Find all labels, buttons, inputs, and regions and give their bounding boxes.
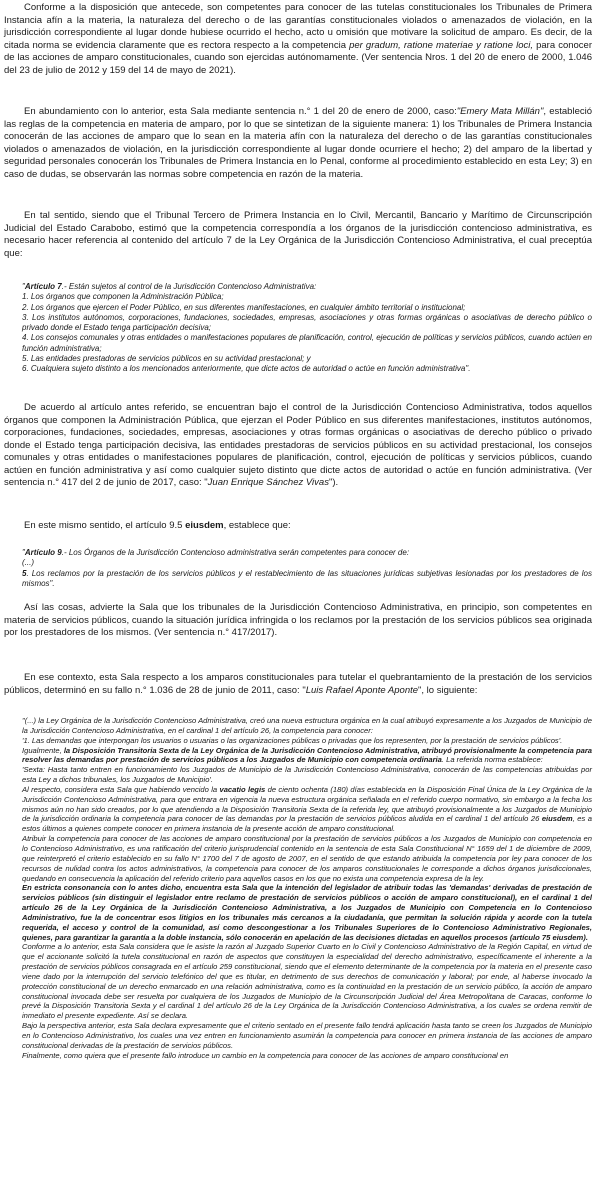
- paragraph-text: En ese contexto, esta Sala respecto a los amparos constitucionales para tutelar el quebrantamiento de la prestación de los servicios públicos, determinó en su fallo n.° 1.036 de 28 de junio de 2011, caso: ": [4, 672, 592, 696]
- quote-article-9: [22, 548, 592, 589]
- quote-line: Conforme a lo anterior, esta Sala considera que le asiste la razón al Juzgado Superior Cuarto en lo Civil y Contencioso Administrativo de la Región Capital, en virtud de que el accionante solicitó la tutela constitucional en razón de aspectos que constituyen la especialidad del derecho administrativo, específicamente el inherente a la prestación de servicios públicos consagrada en el artículo 259 constitucional, siendo que el elemento determinante de la competencia por la materia en el presente caso viene dado por la interrupción del servicio telefónico del que es titular, en detrimento de sus derechos de comunicación y laboral; por ende, al haberse invocado la protección constitucional de un derecho enmarcado en una relación administrativa, como es la continuidad en la prestación de un servicio público, la acción de amparo constitucional invocada debe ser resuelta por cualquiera de los Juzgados de Municipio de la Circunscripción Judicial del Área Metropolitana de Caracas, conforme lo prevé la Disposición Transitoria Sexta y el cardinal 1 del artículo 26 de la Ley Orgánica de la Jurisdicción Contencioso Administrativa, a los cuales se ordena remitir de inmediato el presente expediente. Así se declara.: [22, 942, 592, 1021]
- quote-text: Al respecto, considera esta Sala que habiendo vencido la: [22, 784, 220, 794]
- quote-text: . La referida norma establece:: [441, 755, 543, 765]
- quote-text: de ciento ochenta (180) días establecida en la Disposición Final Única de la Ley Orgánica de la Jurisdicción Contencioso Administrativa, para que entrara en vigencia la nueva estructura orgánica señalada en el referido cuerpo normativo, sin embargo a la fecha los mismos aún no han sido creados, por lo que atendiendo a la Disposición Transitoria Sexta de la referida ley, que atribuyó provisionalmente a los Juzgados de Municipio de la jurisdicción ordinaria la competencia para conocer de las demandas por la prestación de servicios públicos aludida en el cardinal 1 del artículo 26: [22, 784, 592, 824]
- quote-line: Bajo la perspectiva anterior, esta Sala declara expresamente que el criterio sentado en el presente fallo tendrá aplicación hasta tanto se creen los Juzgados de Municipio en lo Contencioso Administrativo, los cuales una vez entren en funcionamiento asumirán la competencia para conocer en primera instancia de las acciones de amparo constitucional derivadas de la prestación de servicios públicos.: [22, 1021, 592, 1050]
- quote-line: Finalmente, como quiera que el presente fallo introduce un cambio en la competencia para conocer de las acciones de amparo constitucional en: [22, 1050, 509, 1060]
- quote-bold-text: eiusdem: [541, 814, 573, 824]
- quote-line: 'Sexta: Hasta tanto entren en funcionamiento los Juzgados de Municipio de la Jurisdicción Contencioso Administrativa, conocerán de las competencias atribuidas por esta Ley a dichos tribunales, los Juzgados de Municipio'.: [22, 765, 592, 785]
- paragraph-public-services: [4, 602, 592, 640]
- paragraph-text-end: para conocer de las acciones de amparo constitucionales, cuando son ejercidas autónomamente. (Ver sentencia Nros. 1 del 20 de enero de 2000, 1.046 del 23 de julio de 2012 y 159 del 14 de mayo de 2021).: [4, 39, 592, 76]
- quote-item: 3. Los institutos autónomos, corporaciones, fundaciones, sociedades, empresas, asociaciones y otras formas orgánicas o asociativas de derecho público o privado donde el Estado tenga participación decisiva;: [22, 312, 592, 333]
- quote-text: Igualmente,: [22, 745, 64, 755]
- paragraph-article-9-intro: [4, 520, 592, 533]
- quote-item: [22, 569, 592, 590]
- case-name: Juan Enrique Sánchez Vivas: [207, 477, 329, 488]
- article-label: Artículo 9: [24, 548, 62, 557]
- quote-bold-text: la Disposición Transitoria Sexta de la Ley Orgánica de la Jurisdicción Contencioso Administrativa, atribuyó provisionalmente la competencia para resolver las demandas por prestación de servicios públicos a los Juzgados de Municipio con competencia ordinaria: [22, 745, 592, 765]
- paragraph-text: En abundamiento con lo anterior, esta Sala mediante sentencia n.° 1 del 20 de enero de 2000, caso:: [24, 106, 457, 117]
- paragraph-emery-mata: [4, 106, 592, 181]
- quote-line: Atribuir la competencia para conocer de las acciones de amparo constitucional por la prestación de servicios públicos a los Juzgados de Municipio con competencia en lo Contencioso Administrativo, es una ratificación del criterio jurisprudencial contenido en la sentencia de esta Sala Constitucional N° 1659 del 1 de diciembre de 2009, que reinterpretó el criterio establecido en su fallo N° 1700 del 7 de agosto de 2007, en el sentido de que estando atribuida la competencia por ley para conocer de los recursos de nulidad contra los actos administrativos, la competencia para conocer de los amparos constitucionales le corresponde a dichos órganos jurisdiccionales, quedando en consecuencia la aplicación del referido criterio para aquellos casos en los que no exista una competencia expresa de la ley.: [22, 834, 592, 883]
- case-name: Luis Rafael Aponte Aponte: [305, 684, 419, 696]
- quote-heading: "Artículo 7.- Están sujetos al control de la Jurisdicción Contencioso Administrativa:: [22, 282, 317, 291]
- paragraph-text-end: ").: [328, 477, 339, 488]
- quote-item-text: . Los reclamos por la prestación de los servicios públicos y el restablecimiento de las situaciones jurídicas subjetivas lesionadas por los prestadores de los mismos".: [22, 568, 592, 588]
- quote-line: "(...) la Ley Orgánica de la Jurisdicción Contencioso Administrativa, creó una nueva estructura orgánica en la cual atribuyó expresamente a los Juzgados de Municipio de la Jurisdicción Contencioso Administrativa, en el cardinal 1 del artículo 26, la competencia para conocer:: [22, 716, 592, 735]
- paragraph-text-end: , establece que:: [223, 520, 291, 531]
- case-name: "Emery Mata Millán": [456, 106, 544, 117]
- quote-ellipsis: (...): [22, 558, 34, 568]
- quote-article-7: [22, 282, 592, 375]
- emphasis: eiusdem: [185, 520, 224, 531]
- quote-line: [22, 785, 592, 834]
- paragraph-text-end: , estableció las reglas de la competencia en materia de amparo, por lo que se sintetizan de la siguiente manera: 1) los Tribunales de Primera Instancia conocerán de las acciones de amparo que lo sean en la materia afín con la naturaleza del derecho o de las garantías constitucionales violados o amenazados de violación, en la jurisdicción correspondiente al lugar donde ocurriere el hecho; 2) del amparo de la libertad y seguridad personales conocerán los Tribunales de Primera Instancia en lo Penal, conforme al procedimiento establecido en esta Ley; 3) en caso de dudas, se observarán las normas sobre competencia en razón de la materia.: [4, 106, 592, 180]
- quote-item: 4. Los consejos comunales y otras entidades o manifestaciones populares de planificación, control, ejecución de políticas y servicios públicos, cuando actúen en función administrativa;: [22, 333, 592, 353]
- paragraph-aponte-ruling: [4, 672, 592, 697]
- quote-line: [22, 746, 592, 766]
- paragraph-tribunal-carabobo: [4, 210, 592, 260]
- quote-item: 5. Las entidades prestadoras de servicios públicos en su actividad prestacional; y: [22, 354, 311, 364]
- quote-item: 2. Los órganos que ejercen el Poder Público, en sus diferentes manifestaciones, en cualquier ámbito territorial o institucional;: [22, 302, 466, 312]
- quote-text: , es a estos últimos a quienes compete conocer en primera instancia de la presente acción de amparo constitucional.: [22, 814, 593, 834]
- paragraph-control-scope: [4, 402, 592, 490]
- article-label: Artículo 7: [24, 282, 62, 291]
- quote-line-bold: En estricta consonancia con lo antes dicho, encuentra esta Sala que la intención del legislador de atribuir todas las 'demandas' derivadas de prestación de servicios públicos (sin distinguir el legislador entre reclamo de prestación de servicios públicos o acción de amparo constitucional), en el cardinal 1 del artículo 26 de la Ley Orgánica de la Jurisdicción Contencioso Administrativa, a los Juzgados de Municipio con Competencia en lo Contencioso Administrativo, fue la de concentrar esos litigios en los tribunales más cercanos a la ciudadanía, que permitan la solución rápida y acorde con la tutela requerida, el acceso y control de la comunidad, así como descongestionar a los Tribunales Superiores de lo Contencioso Administrativo Regionales, quienes, para garantizar la garantía a la doble instancia, sólo conocerán en apelación de las decisiones dictadas en aquellos procesos (artículo 75 eiusdem).: [22, 883, 592, 942]
- quote-heading-text: .- Los Órganos de la Jurisdicción Contencioso administrativa serán competentes para conocer de:: [61, 548, 410, 557]
- paragraph-text: En tal sentido, siendo que el Tribunal Tercero de Primera Instancia en lo Civil, Mercantil, Bancario y Marítimo de Circunscripción Judicial del Estado Carabobo, estimó que la competencia correspondía a los órganos de la jurisdicción contencioso administrativa, es necesario hacer referencia al contenido del artículo 7 de la Ley Orgánica de la Jurisdicción Contencioso Administrativa, el cual preceptúa que:: [4, 210, 592, 259]
- paragraph-text: En este mismo sentido, el artículo 9.5: [24, 520, 186, 531]
- paragraph-competence-rules: [4, 2, 592, 77]
- quote-heading: "Artículo 9.- Los Órganos de la Jurisdicción Contencioso administrativa serán competentes para conocer de:: [22, 548, 410, 557]
- quote-heading-text: .- Están sujetos al control de la Jurisdicción Contencioso Administrativa:: [61, 282, 317, 291]
- latin-phrase: per gradum, ratione materiae y ratione loci,: [349, 39, 533, 51]
- paragraph-text: Así las cosas, advierte la Sala que los tribunales de la Jurisdicción Contencioso Administrativa, en principio, son competentes en materia de servicios públicos, cuando la situación jurídica infringida o los reclamos por la prestación de los servicios públicos sea originada por los prestadores de los mismos. (Ver sentencia n.° 417/2017).: [4, 602, 592, 638]
- quote-item: 1. Los órganos que componen la Administración Pública;: [22, 292, 224, 302]
- quote-ruling-1036: [22, 716, 592, 1061]
- paragraph-text: Conforme a la disposición que antecede, son competentes para conocer de las tutelas constitucionales los Tribunales de Primera Instancia afín a la materia, la naturaleza del derecho o de las garantías constitucionales violados o amenazados de violación, en la jurisdicción correspondiente al lugar donde hubiese ocurrido el hecho, acto u omisión que motivare la solicitud de amparo. Es decir, de la citada norma se evidencia claramente que es rectora respecto a la competencia: [4, 2, 592, 51]
- quote-line: '1. Las demandas que interpongan los usuarios o usuarias o las organizaciones públicas o privadas que los representen, por la prestación de servicios públicos'.: [22, 735, 563, 745]
- quote-item: 6. Cualquiera sujeto distinto a los mencionados anteriormente, que dicte actos de autoridad o actúe en función administrativa".: [22, 364, 471, 374]
- item-number: 5: [22, 568, 27, 578]
- paragraph-text: De acuerdo al artículo antes referido, se encuentran bajo el control de la Jurisdicción Contencioso Administrativa, todos aquellos órganos que componen la Administración Pública, que ejerzan el Poder Público en sus diferentes manifestaciones, institutos autónomos, corporaciones, fundaciones, sociedades, empresas, asociaciones y otras formas orgánicas o asociativas de derecho público o privado donde el Estado tenga participación decisiva, las entidades prestadoras de servicios públicos en su actividad prestacional, los consejos comunales y otras entidades o manifestaciones populares de planificación, control, ejecución de políticas y servicios públicos, cuando actúen en función administrativa y así como cualquier sujeto distinto que dicte actos de autoridad o actúe en función administrativa. (Ver sentencia n.° 417 del 2 de junio de 2017, caso: ": [4, 402, 592, 488]
- paragraph-text-end: ", lo siguiente:: [418, 684, 478, 696]
- quote-bold-text: vacatio legis: [219, 784, 266, 794]
